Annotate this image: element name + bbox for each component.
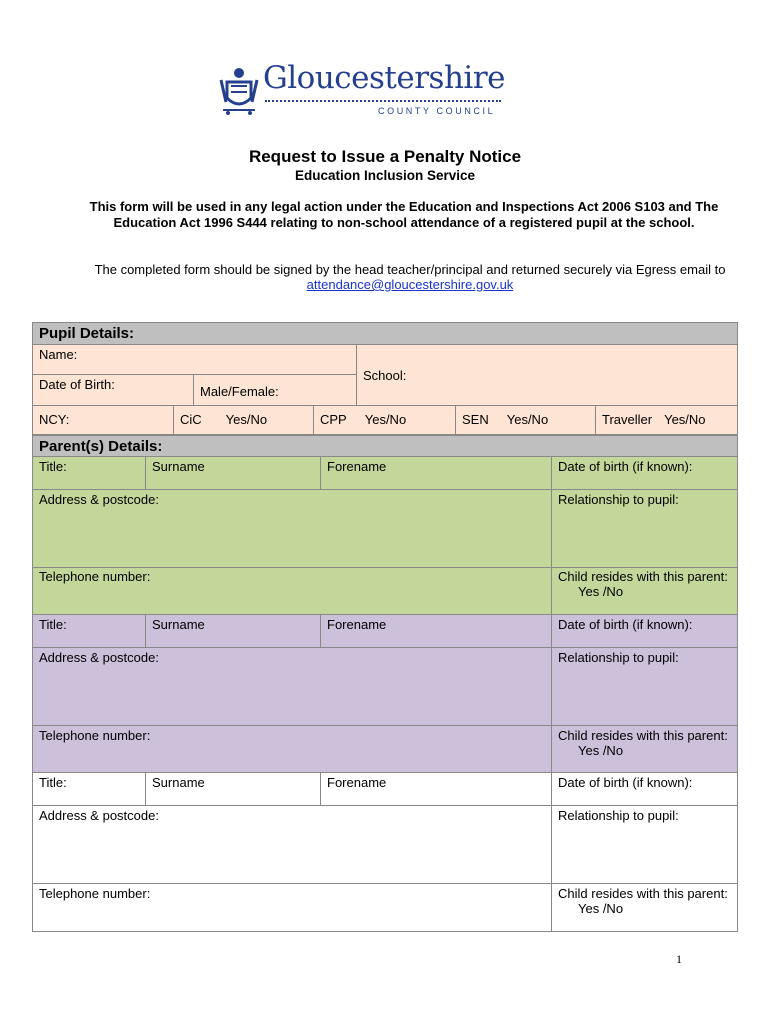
parent2-address-field[interactable]: Address & postcode:	[33, 648, 552, 726]
email-link[interactable]: attendance@gloucestershire.gov.uk	[306, 277, 514, 292]
parent2-resides-field[interactable]	[552, 726, 738, 773]
parent3-surname-field[interactable]: Surname	[146, 773, 321, 806]
parent1-resides-field[interactable]	[552, 568, 738, 615]
page-number: 1	[676, 952, 682, 966]
parent2-telephone-field[interactable]: Telephone number:	[33, 726, 552, 773]
parent1-forename-field[interactable]: Forename	[321, 457, 552, 490]
council-logo	[218, 60, 508, 122]
parent1-resides-yesno[interactable]: Yes /No	[578, 584, 624, 599]
pupil-gender-field[interactable]: Male/Female:	[194, 375, 357, 406]
parent1-resides-label: Child resides with this parent:	[558, 569, 728, 584]
pupil-sen-field[interactable]	[456, 406, 596, 435]
cpp-yesno[interactable]: Yes/No	[364, 412, 407, 427]
parent2-title-field[interactable]: Title:	[33, 615, 146, 648]
logo-subtitle: COUNTY COUNCIL	[378, 106, 496, 116]
parent3-resides-yesno[interactable]: Yes /No	[578, 901, 624, 916]
sen-yesno[interactable]: Yes/No	[506, 412, 549, 427]
page-subtitle: Education Inclusion Service	[294, 168, 476, 183]
instructions-body: The completed form should be signed by the head teacher/principal and returned securely via Egress email to	[94, 262, 726, 277]
parent2-forename-field[interactable]: Forename	[321, 615, 552, 648]
pupil-name-field[interactable]: Name:	[33, 345, 357, 375]
parent2-surname-field[interactable]: Surname	[146, 615, 321, 648]
parent2-dob-field[interactable]: Date of birth (if known):	[552, 615, 738, 648]
pupil-dob-field[interactable]: Date of Birth:	[33, 375, 194, 406]
cic-yesno[interactable]: Yes/No	[225, 412, 268, 427]
parent3-address-field[interactable]: Address & postcode:	[33, 806, 552, 884]
pupil-cpp-field[interactable]	[314, 406, 456, 435]
parent1-telephone-field[interactable]: Telephone number:	[33, 568, 552, 615]
parents-details-header: Parent(s) Details:	[32, 435, 738, 457]
logo-dotted-rule	[265, 100, 501, 102]
page-title: Request to Issue a Penalty Notice	[248, 147, 522, 166]
parent2-relationship-field[interactable]: Relationship to pupil:	[552, 648, 738, 726]
parent3-telephone-field[interactable]: Telephone number:	[33, 884, 552, 932]
parent1-title-field[interactable]: Title:	[33, 457, 146, 490]
parent2-resides-yesno[interactable]: Yes /No	[578, 743, 624, 758]
parent1-surname-field[interactable]: Surname	[146, 457, 321, 490]
traveller-label: Traveller	[602, 412, 653, 427]
parent1-dob-field[interactable]: Date of birth (if known):	[552, 457, 738, 490]
pupil-ncy-field[interactable]: NCY:	[33, 406, 174, 435]
cic-label: CiC	[180, 412, 202, 427]
sen-label: SEN	[462, 412, 489, 427]
parent3-relationship-field[interactable]: Relationship to pupil:	[552, 806, 738, 884]
parent3-resides-field[interactable]	[552, 884, 738, 932]
parent3-forename-field[interactable]: Forename	[321, 773, 552, 806]
crest-icon	[218, 66, 260, 116]
parent3-dob-field[interactable]: Date of birth (if known):	[552, 773, 738, 806]
traveller-yesno[interactable]: Yes/No	[664, 412, 706, 427]
parent1-address-field[interactable]: Address & postcode:	[33, 490, 552, 568]
pupil-school-field[interactable]: School:	[357, 345, 738, 406]
cpp-label: CPP	[320, 412, 347, 427]
pupil-details-header: Pupil Details:	[32, 322, 738, 345]
logo-wordmark: Gloucestershire	[263, 60, 505, 96]
instructions-text	[80, 262, 740, 292]
pupil-cic-field[interactable]	[174, 406, 314, 435]
parent3-title-field[interactable]: Title:	[33, 773, 146, 806]
parent2-resides-label: Child resides with this parent:	[558, 728, 728, 743]
parent3-resides-label: Child resides with this parent:	[558, 886, 728, 901]
intro-text: This form will be used in any legal action under the Education and Inspections Act 2006 S103 and The Education Act 1996 S444 relating to non-school attendance of a registered pupil at the school.	[89, 199, 719, 230]
pupil-traveller-field[interactable]	[596, 406, 738, 435]
parent1-relationship-field[interactable]: Relationship to pupil:	[552, 490, 738, 568]
